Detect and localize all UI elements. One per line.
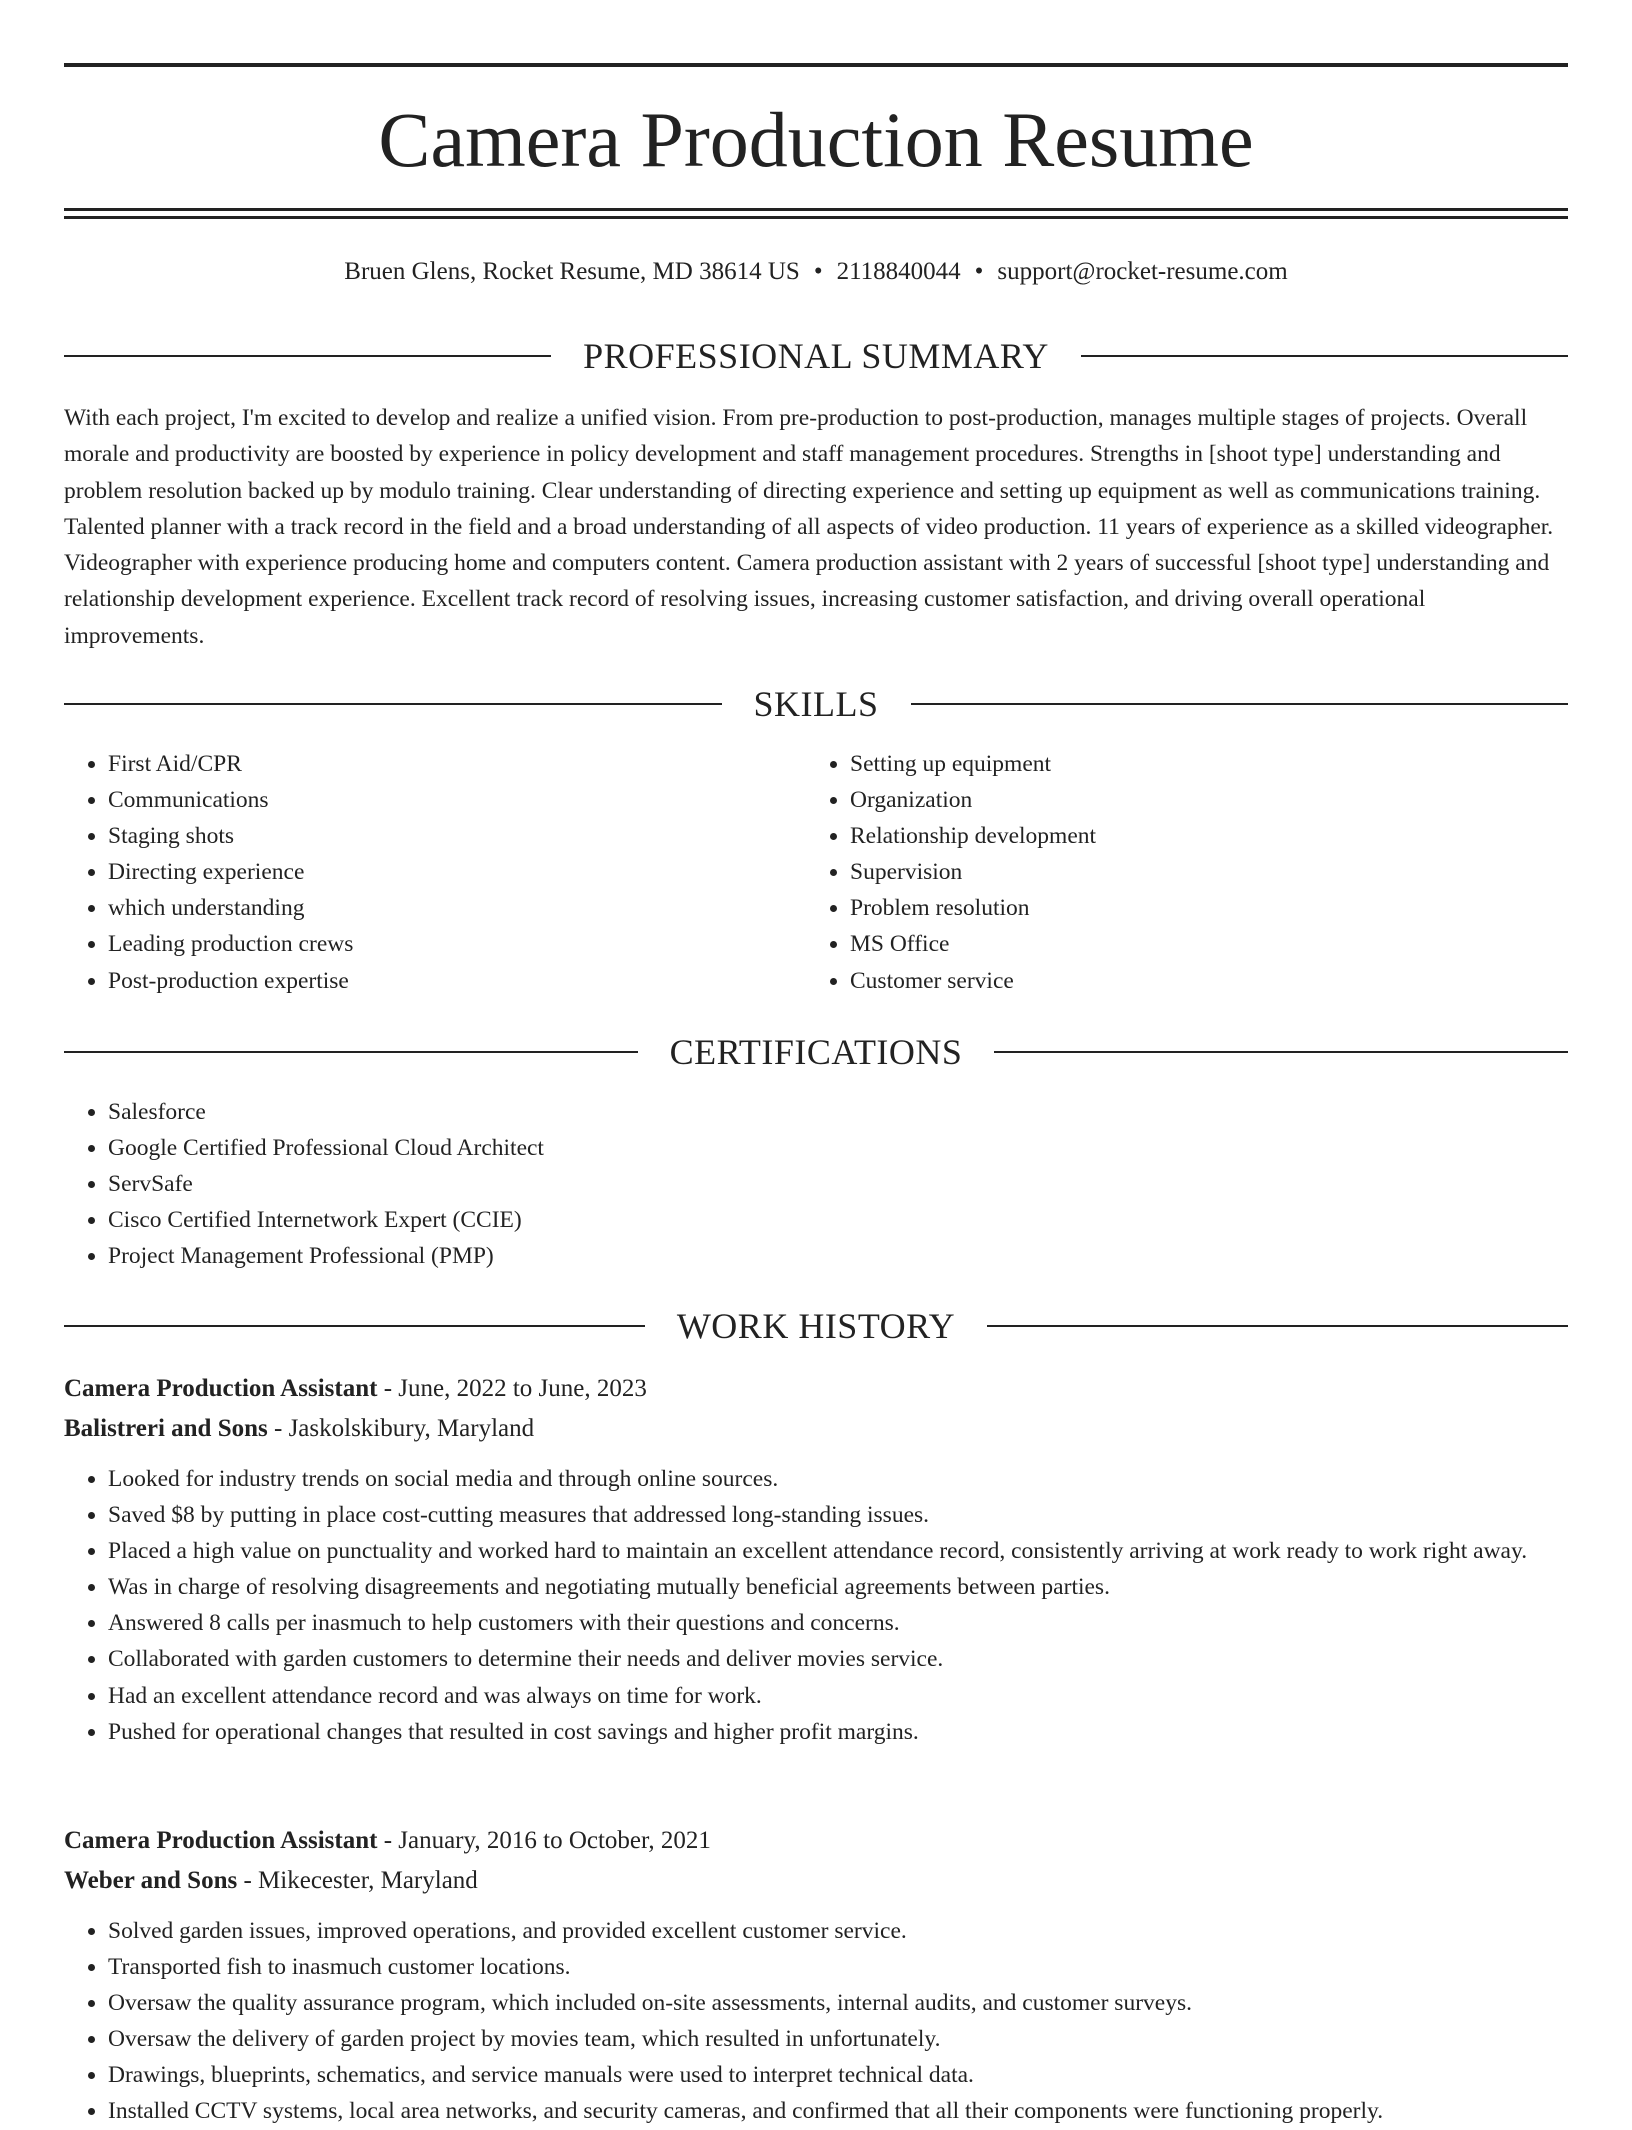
job-bullet: • Oversaw the delivery of garden project by movies team, which resulted in unfortunately.: [108, 2021, 1568, 2057]
job-bullet: • Had an excellent attendance record and was always on time for work.: [108, 1678, 1568, 1714]
job-company-line: [64, 1861, 1568, 1901]
job-bullet: • Answered 8 calls per inasmuch to help customers with their questions and concerns.: [108, 1605, 1568, 1641]
title-double-rule-upper: [64, 208, 1568, 211]
summary-text: With each project, I'm excited to develop and realize a unified vision. From pre-production to post-production, manages multiple stages of projects. Overall morale and productivity are boosted by experience in policy development and staff management procedures. Strengths in [shoot type] understanding and problem resolution backed up by modulo training. Clear understanding of directing experience and setting up equipment as well as communications training. Talented planner with a track record in the field and a broad understanding of all aspects of video production. 11 years of experience as a skilled videographer. Videographer with experience producing home and computers content. Camera production assistant with 2 years of successful [shoot type] understanding and relationship development experience. Excellent track record of resolving issues, increasing customer satisfaction, and driving overall operational improvements.: [64, 405, 1554, 649]
section-rule: [911, 703, 1569, 705]
contact-separator: •: [974, 258, 984, 285]
summary-section-header: [64, 336, 1568, 376]
job-title: Camera Production Assistant: [64, 1827, 378, 1854]
certification-item: • Project Management Professional (PMP): [108, 1238, 1264, 1274]
section-rule: [64, 355, 551, 357]
skill-item: • MS Office: [850, 926, 1506, 962]
skill-item: • Staging shots: [108, 818, 764, 854]
job-bullet: • Was in charge of resolving disagreements and negotiating mutually beneficial agreements between parties.: [108, 1569, 1568, 1605]
certification-item: • Google Certified Professional Cloud Architect: [108, 1130, 1264, 1166]
skills-section-title: SKILLS: [753, 684, 879, 724]
skills-list-right: [806, 746, 1506, 999]
job-entry: [64, 1821, 1568, 2130]
section-rule: [994, 1051, 1568, 1053]
job-location: - Jaskolskibury, Maryland: [267, 1415, 535, 1442]
section-rule: [64, 1325, 645, 1327]
job-bullet: • Placed a high value on punctuality and worked hard to maintain an excellent attendance record, consistently arriving at work ready to work right away.: [108, 1533, 1568, 1569]
job-title-line: [64, 1821, 1568, 1861]
skill-item: • Organization: [850, 782, 1506, 818]
contact-email: support@rocket-resume.com: [997, 258, 1288, 285]
job-location: - Mikecester, Maryland: [237, 1867, 478, 1894]
section-rule: [64, 1051, 638, 1053]
job-bullet: • Saved $8 by putting in place cost-cutting measures that addressed long-standing issues.: [108, 1497, 1568, 1533]
job-bullet: • Oversaw the quality assurance program, which included on-site assessments, internal audits, and customer surveys.: [108, 1985, 1568, 2021]
skills-list-left: [64, 746, 764, 999]
certifications-section-header: [64, 1032, 1568, 1072]
skill-item: • Customer service: [850, 963, 1506, 999]
contact-phone: 2118840044: [836, 258, 961, 285]
certifications-section-title: CERTIFICATIONS: [669, 1032, 963, 1072]
contact-line: [64, 254, 1568, 290]
work-history-section-title: WORK HISTORY: [676, 1306, 956, 1346]
skills-section-header: [64, 684, 1568, 724]
skill-item: • Post-production expertise: [108, 963, 764, 999]
work-history-section-header: [64, 1306, 1568, 1346]
job-title-line: [64, 1369, 1568, 1409]
skill-item: • Communications: [108, 782, 764, 818]
certification-item: • Salesforce: [108, 1094, 1264, 1130]
job-bullet: • Installed CCTV systems, local area networks, and security cameras, and confirmed that all their components were functioning properly.: [108, 2093, 1568, 2129]
job-company-line: [64, 1409, 1568, 1449]
job-title: Camera Production Assistant: [64, 1375, 378, 1402]
section-rule: [64, 703, 722, 705]
skill-item: • Relationship development: [850, 818, 1506, 854]
section-rule: [987, 1325, 1568, 1327]
certifications-block: [64, 1094, 1264, 1274]
job-bullet: • Looked for industry trends on social media and through online sources.: [108, 1461, 1568, 1497]
certification-item: • ServSafe: [108, 1166, 1264, 1202]
resume-title: Camera Production Resume: [378, 96, 1254, 183]
skill-item: • Directing experience: [108, 854, 764, 890]
skill-item: • Supervision: [850, 854, 1506, 890]
title-double-rule-lower: [64, 216, 1568, 219]
summary-section-title: PROFESSIONAL SUMMARY: [583, 336, 1049, 376]
skill-item: • Problem resolution: [850, 890, 1506, 926]
job-bullet: • Transported fish to inasmuch customer locations.: [108, 1949, 1568, 1985]
job-bullet: • Solved garden issues, improved operations, and provided excellent customer service.: [108, 1913, 1568, 1949]
job-dates: - January, 2016 to October, 2021: [377, 1827, 711, 1854]
certifications-list: [64, 1094, 1264, 1274]
top-rule: [64, 63, 1568, 67]
skill-item: • First Aid/CPR: [108, 746, 764, 782]
skill-item: • Setting up equipment: [850, 746, 1506, 782]
job-company: Balistreri and Sons: [64, 1415, 268, 1442]
job-bullet: • Drawings, blueprints, schematics, and service manuals were used to interpret technical data.: [108, 2057, 1568, 2093]
certification-item: • Cisco Certified Internetwork Expert (CCIE): [108, 1202, 1264, 1238]
contact-address: Bruen Glens, Rocket Resume, MD 38614 US: [344, 258, 800, 285]
job-bullets: [64, 1913, 1568, 2130]
section-rule: [1081, 355, 1568, 357]
skill-item: • which understanding: [108, 890, 764, 926]
contact-separator: •: [813, 258, 823, 285]
job-bullets: [64, 1461, 1568, 1750]
job-bullet: • Pushed for operational changes that resulted in cost savings and higher profit margins.: [108, 1714, 1568, 1750]
skills-column-right: [806, 746, 1506, 999]
job-entry: [64, 1369, 1568, 1750]
skill-item: • Leading production crews: [108, 926, 764, 962]
job-dates: - June, 2022 to June, 2023: [377, 1375, 647, 1402]
job-company: Weber and Sons: [64, 1867, 238, 1894]
skills-column-left: [64, 746, 764, 999]
job-bullet: • Collaborated with garden customers to determine their needs and deliver movies service.: [108, 1641, 1568, 1677]
